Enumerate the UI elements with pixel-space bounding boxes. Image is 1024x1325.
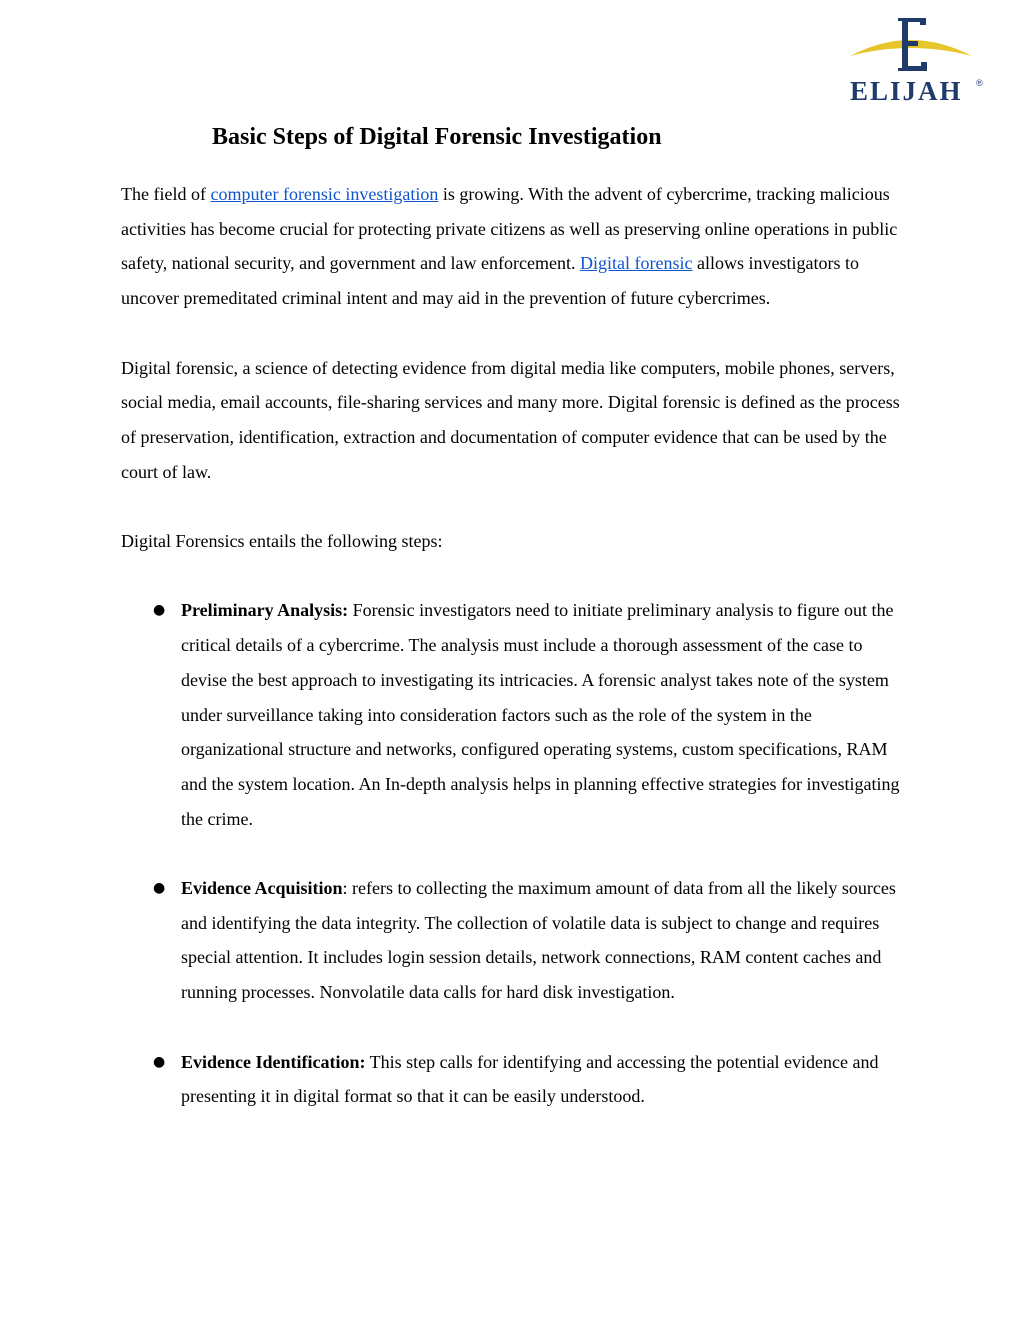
step-text: This step calls for identifying and accessing the potential evidence and presenting it in digital format so that it can be easily understood.	[181, 1051, 879, 1107]
step-evidence-acquisition	[121, 871, 906, 1010]
logo-mark-icon	[846, 14, 986, 78]
step-text: Forensic investigators need to initiate preliminary analysis to figure out the critical details of a cybercrime. The analysis must include a thorough assessment of the case to devise the best approach to investigating its intricacies. A forensic analyst takes note of the system under surveillance taking into consideration factors such as the role of the system in the organizational structure and networks, configured operating systems, custom specifications, RAM and the system location. An In-depth analysis helps in planning effective strategies for investigating the crime.	[181, 600, 900, 829]
bullet-icon: ●	[153, 1053, 166, 1070]
intro-text-1: The field of	[121, 184, 211, 204]
step-text: : refers to collecting the maximum amount of data from all the likely sources and identifying the data integrity. The collection of volatile data is subject to change and requires special attention. It includes login session details, network connections, RAM content caches and running processes. Nonvolatile data calls for hard disk investigation.	[181, 878, 896, 1003]
step-evidence-identification	[121, 1045, 906, 1114]
steps-intro-paragraph: Digital Forensics entails the following steps:	[121, 531, 443, 551]
step-label: Evidence Identification:	[181, 1051, 366, 1072]
bullet-icon: ●	[153, 880, 166, 896]
bullet-icon: ●	[153, 602, 166, 619]
definition-paragraph: Digital forensic, a science of detecting evidence from digital media like computers, mobile phones, servers, social media, email accounts, file-sharing services and many more. Digital forensic is defined as the process of preservation, identification, extraction and documentation of computer evidence that can be used by the court of law.	[121, 357, 900, 482]
computer-forensic-investigation-link[interactable]: computer forensic investigation	[210, 184, 439, 204]
digital-forensic-link[interactable]: Digital forensic	[580, 253, 693, 274]
step-preliminary-analysis	[121, 593, 906, 836]
intro-text-3: allows investigators to uncover premeditated criminal intent and may aid in the prevention of future cybercrimes.	[121, 253, 859, 309]
intro-text-2: is growing. With the advent of cybercrime, tracking malicious activities has become crucial for protecting private citizens as well as preserving online operations in public safety, national security, and government and law enforcement.	[121, 184, 898, 274]
document-body	[121, 177, 906, 1149]
step-label: Evidence Acquisition	[181, 878, 343, 898]
registered-mark: ®	[976, 78, 983, 88]
intro-paragraph	[121, 177, 906, 316]
step-label: Preliminary Analysis:	[181, 600, 349, 621]
steps-list	[121, 593, 906, 1114]
logo-wordmark: ELIJAH	[850, 76, 963, 106]
elijah-logo	[846, 14, 986, 104]
page-title: Basic Steps of Digital Forensic Investigation	[212, 124, 662, 150]
